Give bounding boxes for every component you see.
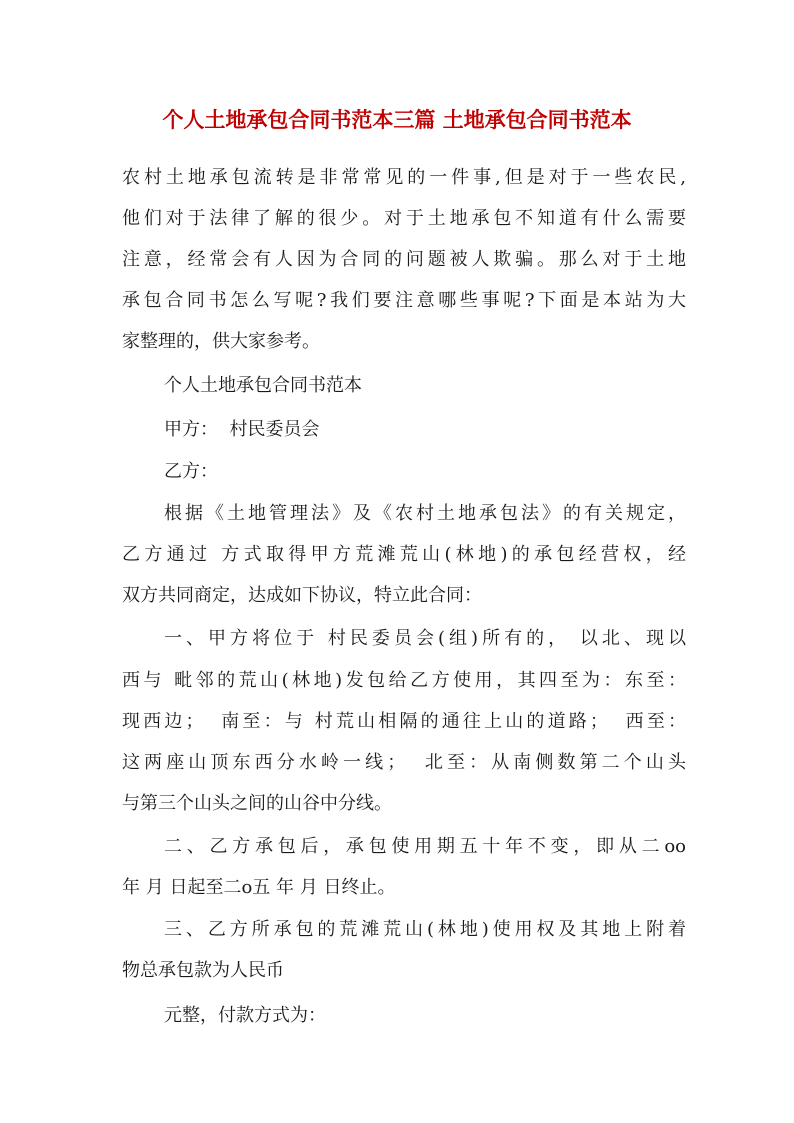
clause-three-line: 三、乙方所承包的荒滩荒山(林地)使用权及其地上附着 [164, 919, 686, 940]
paragraph-line: 他们对于法律了解的很少。对于土地承包不知道有什么需要 [122, 208, 686, 229]
paragraph-line: 注意，经常会有人因为合同的问题被人欺骗。那么对于土地 [122, 249, 686, 270]
paragraph-line: 双方共同商定，达成如下协议，特立此合同： [122, 585, 482, 606]
clause-one-line: 与第三个山头之间的山谷中分线。 [122, 793, 392, 814]
paragraph-line: 乙方通过 方式取得甲方荒滩荒山(林地)的承包经营权，经 [122, 544, 686, 565]
clause-one-line: 西与 毗邻的荒山(林地)发包给乙方使用，其四至为：东至： [122, 670, 686, 691]
clause-two-line: 年 月 日起至二o五 年 月 日终止。 [122, 877, 396, 898]
party-b-line: 乙方： [164, 461, 218, 482]
paragraph-line: 家整理的，供大家参考。 [122, 331, 320, 352]
contract-heading: 个人土地承包合同书范本 [164, 375, 362, 396]
document-title: 个人土地承包合同书范本三篇 土地承包合同书范本 [162, 107, 632, 132]
paragraph-line: 承包合同书怎么写呢?我们要注意哪些事呢?下面是本站为大 [122, 290, 686, 311]
clause-one-line: 一、甲方将位于 村民委员会(组)所有的， 以北、现以 [164, 628, 686, 649]
paragraph-line: 根据《土地管理法》及《农村土地承包法》的有关规定， [164, 503, 686, 524]
clause-three-line: 物总承包款为人民币 [122, 960, 284, 981]
party-a-line: 甲方： 村民委员会 [164, 419, 320, 440]
clause-one-line: 这两座山顶东西分水岭一线； 北至：从南侧数第二个山头 [122, 752, 686, 773]
clause-two-line: 二、乙方承包后，承包使用期五十年不变，即从二oo [164, 836, 686, 857]
payment-line: 元整，付款方式为： [164, 1005, 326, 1026]
clause-one-line: 现西边； 南至：与 村荒山相隔的通往上山的道路； 西至： [122, 711, 686, 732]
paragraph-line: 农村土地承包流转是非常常见的一件事,但是对于一些农民, [122, 167, 686, 188]
